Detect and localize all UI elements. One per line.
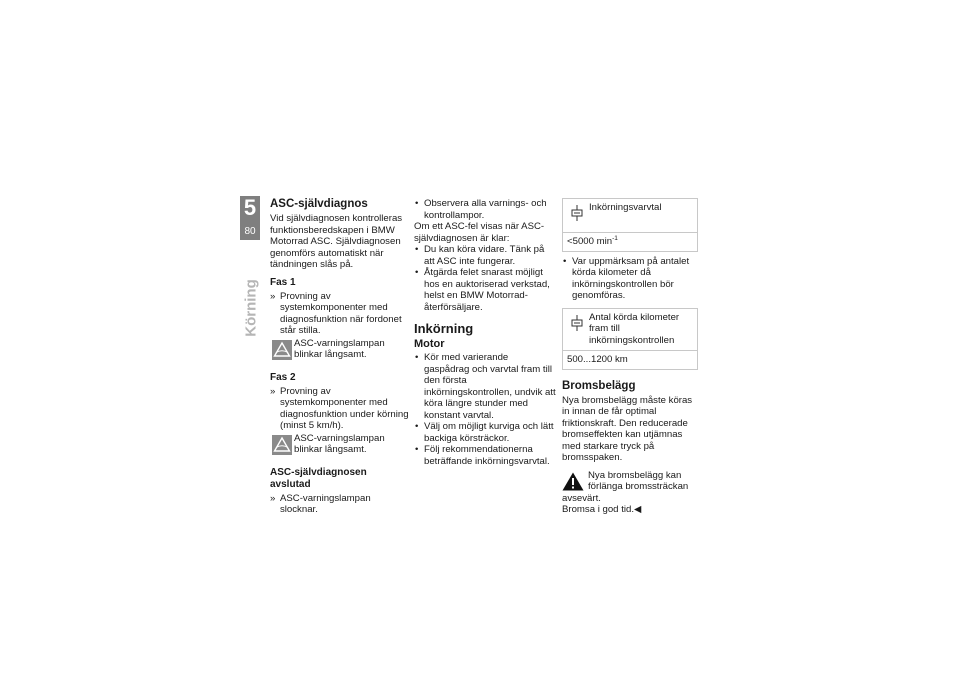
list-item: • Du kan köra vidare. Tänk på att ASC inte fungerar.: [414, 244, 556, 267]
brake-warning: [562, 470, 698, 505]
inkorning-heading: Inkörning: [414, 321, 474, 336]
spec-box-rpm-value-text: <5000 min: [567, 236, 613, 247]
spec-icon: [571, 314, 583, 332]
warning-triangle-icon: [562, 472, 584, 491]
end-marker-icon: ◀: [634, 504, 642, 515]
chapter-side-label: [244, 278, 258, 338]
bromsbelagg-heading: Bromsbelägg: [562, 379, 636, 392]
warning-lamp-icon: [272, 435, 292, 455]
spec-box-rpm: [562, 198, 698, 252]
spec-box-rpm-label-text: Inkörningsvarvtal: [589, 202, 662, 213]
bromsbelagg-text: Nya bromsbelägg måste köras in innan de får optimal friktionskraft. Den reducerade bromseffekten kan utjämnas med starkare tryck på bromsspaken.: [562, 394, 693, 463]
chapter-side-label-text: Körning: [242, 279, 260, 337]
spec-box-rpm-label: [563, 199, 697, 233]
chapter-number: 5: [243, 195, 257, 220]
asc-heading: ASC-självdiagnos: [270, 198, 368, 210]
asc-intro: Vid självdiagnosen kontrolleras funktionsberedskapen i BMW Motorrad ASC. Självdiagnosen genomförs automatiskt när tändningen slås på.: [270, 213, 403, 270]
step-marker: »: [270, 492, 276, 504]
fas2-note: [270, 433, 410, 459]
fas2-heading: Fas 2: [270, 371, 296, 383]
list-item: • Observera alla varnings- och kontrollampor.: [414, 198, 556, 221]
spec-box-rpm-exponent: -1: [612, 235, 618, 242]
fas1-note-text: ASC-varningslampan blinkar långsamt.: [294, 337, 385, 360]
fas1-step-text: Provning av systemkomponenter med diagnosfunktion när fordonet står stilla.: [280, 290, 402, 336]
brake-final: [562, 504, 698, 516]
done-step-text: ASC-varningslampan slocknar.: [280, 492, 371, 515]
page-number: 80: [244, 226, 256, 237]
asc-fault-text: Om ett ASC-fel visas när ASC-självdiagnosen är klar:: [414, 221, 545, 244]
fas2-step-text: Provning av systemkomponenter med diagnosfunktion under körning (minst 5 km/h).: [280, 385, 409, 431]
list-item: • Följ rekommendationerna beträffande inkörningsvarvtal.: [414, 444, 556, 467]
spec-icon: [571, 204, 583, 222]
spec-box-km-label: [563, 309, 697, 352]
done-step: [270, 493, 410, 516]
list-item: • Kör med varierande gaspådrag och varvtal fram till den första inkörningskontrollen, undvik att köra längre stunder med konstant varvtal.: [414, 352, 556, 421]
brake-warning-text: Nya bromsbelägg kan förlänga bromssträckan avsevärt.: [562, 469, 689, 504]
fas1-heading: Fas 1: [270, 276, 296, 288]
warning-lamp-icon: [272, 340, 292, 360]
spec-box-rpm-value: [563, 233, 697, 251]
step-marker: »: [270, 290, 276, 302]
fas2-note-text: ASC-varningslampan blinkar långsamt.: [294, 432, 385, 455]
spec-box-km-value: 500...1200 km: [567, 354, 628, 365]
done-heading: ASC-självdiagnosen avslutad: [270, 466, 367, 490]
column-1: [270, 198, 410, 516]
spec-box-km: [562, 308, 698, 370]
column-2: [414, 198, 556, 467]
spec-box-km-label-text: Antal körda kilometer fram till inkörningskontrollen: [589, 311, 680, 346]
fas1-note: [270, 338, 410, 364]
list-item: • Åtgärda felet snarast möjligt hos en auktoriserad verkstad, helst en BMW Motorrad-återförsäljare.: [414, 267, 556, 313]
list-item: • Välj om möjligt kurviga och lätt backiga körsträckor.: [414, 421, 556, 444]
fas1-step: [270, 291, 410, 337]
list-item: • Var uppmärksam på antalet körda kilometer då inkörningskontrollen bör genomföras.: [562, 256, 698, 302]
fas2-step: [270, 386, 410, 432]
brake-final-text: Bromsa i god tid.: [562, 504, 634, 515]
motor-heading: Motor: [414, 338, 445, 350]
column-3: [562, 198, 698, 516]
chapter-block: [240, 196, 260, 240]
step-marker: »: [270, 385, 276, 397]
